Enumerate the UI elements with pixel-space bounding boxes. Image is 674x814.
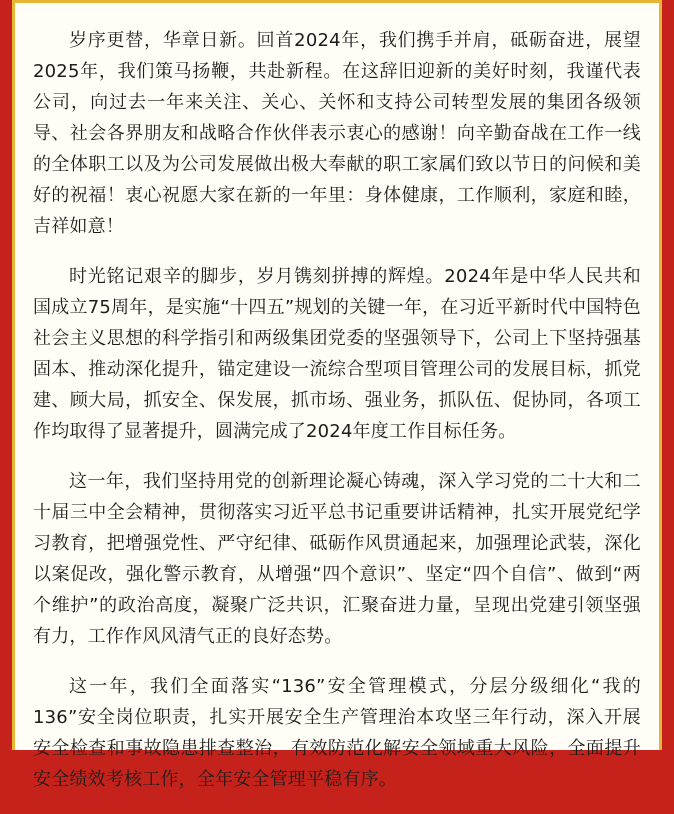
right-red-border	[662, 0, 674, 750]
paragraph-party-building: 这一年，我们坚持用党的创新理论凝心铸魂，深入学习党的二十大和二十届三中全会精神，贯彻落实习近平总书记重要讲话精神，扎实开展党纪学习教育，把增强党性、严守纪律、砥砺作风贯通起来，加强理论武装，深化以案促改，强化警示教育，从增强“四个意识”、坚定“四个自信”、做到“两个维护”的政治高度，凝聚广泛共识，汇聚奋进力量，呈现出党建引领坚强有力，工作作风风清气正的良好态势。	[33, 471, 641, 647]
left-red-border	[0, 0, 12, 750]
letter-paper	[12, 0, 662, 790]
paragraph-safety-management: 这一年，我们全面落实“136”安全管理模式，分层分级细化“我的136”安全岗位职责，扎实开展安全生产管理治本攻坚三年行动，深入开展安全检查和事故隐患排查整治，有效防范化解安全领域重大风险，全面提升安全绩效考核工作，全年安全管理平稳有序。	[33, 676, 641, 790]
paragraph-review-2024: 时光铭记艰辛的脚步，岁月镌刻拼搏的辉煌。2024年是中华人民共和国成立75周年，是实施“十四五”规划的关键一年，在习近平新时代中国特色社会主义思想的科学指引和两级集团党委的坚强领导下，公司上下坚持强基固本、推动深化提升，锚定建设一流综合型项目管理公司的发展目标，抓党建、顾大局，抓安全、保发展，抓市场、强业务，抓队伍、促协同，各项工作均取得了显著提升，圆满完成了2024年度工作目标任务。	[33, 266, 641, 442]
article-body	[33, 25, 641, 814]
paragraph-greeting: 岁序更替，华章日新。回首2024年，我们携手并肩，砥砺奋进，展望2025年，我们策马扬鞭，共赴新程。在这辞旧迎新的美好时刻，我谨代表公司，向过去一年来关注、关心、关怀和支持公司转型发展的集团各级领导、社会各界朋友和战略合作伙伴表示衷心的感谢！向辛勤奋战在工作一线的全体职工以及为公司发展做出极大奉献的职工家属们致以节日的问候和美好的祝福！衷心祝愿大家在新的一年里：身体健康，工作顺利，家庭和睦，吉祥如意！	[33, 30, 641, 237]
